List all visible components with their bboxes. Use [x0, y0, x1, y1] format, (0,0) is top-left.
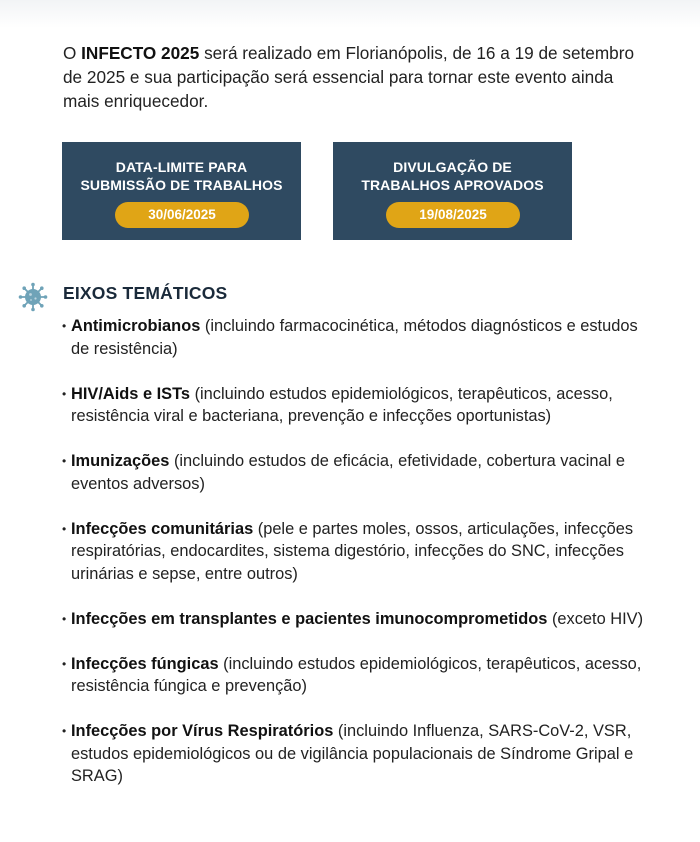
topic-detail: (incluindo farmacocinética, métodos diagnósticos e estudos de resistência)	[71, 317, 638, 358]
submission-deadline-label-line2: SUBMISSÃO DE TRABALHOS	[80, 177, 283, 193]
topic-detail: (incluindo estudos epidemiológicos, terapêuticos, acesso, resistência viral e bacteriana, prevenção e infecções oportunistas)	[71, 384, 613, 425]
topic-item	[63, 608, 653, 631]
approval-announcement-label-line2: TRABALHOS APROVADOS	[361, 177, 544, 193]
intro-text: será realizado em Florianópolis, de 16 a 19 de setembro de 2025 e sua participação será essencial para tornar este evento ainda mais enriquecedor.	[63, 43, 635, 111]
topic-name: Imunizações	[71, 452, 170, 470]
submission-deadline-label-line1: DATA-LIMITE PARA	[115, 159, 248, 175]
topic-detail: (incluindo estudos epidemiológicos, terapêuticos, acesso, resistência fúngica e prevenção)	[71, 654, 642, 695]
approval-announcement-label-line1: DIVULGAÇÃO DE	[393, 159, 512, 175]
topic-name: Antimicrobianos	[71, 317, 201, 335]
topic-detail: (pele e partes moles, ossos, articulações, infecções respiratórias, endocardites, sistema digestório, infecções do SNC, infecções urinárias e sepse, entre outros)	[71, 519, 634, 583]
topic-item	[63, 315, 653, 360]
topic-name: Infecções por Vírus Respiratórios	[71, 722, 334, 740]
page-top-fade	[0, 0, 700, 28]
submission-deadline-date: 30/06/2025	[115, 202, 249, 228]
approval-announcement-label	[333, 158, 572, 194]
topic-list	[63, 315, 653, 810]
topic-detail: (incluindo Influenza, SARS-CoV-2, VSR, estudos epidemiológicos ou de vigilância populacionais de Síndrome Gripal e SRAG)	[71, 722, 634, 785]
intro-prefix: O	[63, 43, 82, 63]
approval-announcement-date: 19/08/2025	[386, 202, 520, 228]
virus-icon	[18, 282, 48, 312]
submission-deadline-label	[62, 158, 301, 194]
intro-paragraph	[63, 41, 653, 113]
topic-item	[63, 383, 653, 428]
topic-name: HIV/Aids e ISTs	[71, 384, 191, 403]
event-name: INFECTO 2025	[81, 43, 200, 63]
section-title: EIXOS TEMÁTICOS	[63, 283, 228, 303]
topic-name: Infecções fúngicas	[71, 654, 219, 673]
topic-item	[63, 518, 653, 586]
topic-detail: (exceto HIV)	[547, 609, 644, 628]
approval-announcement-box	[333, 142, 572, 240]
topic-item	[63, 653, 653, 698]
topic-item	[63, 720, 653, 788]
topic-name: Infecções em transplantes e pacientes imunocomprometidos	[71, 609, 548, 628]
topic-detail: (incluindo estudos de eficácia, efetividade, cobertura vacinal e eventos adversos)	[71, 452, 625, 493]
submission-deadline-box	[62, 142, 301, 240]
topic-item	[63, 450, 653, 495]
topic-name: Infecções comunitárias	[71, 519, 254, 538]
